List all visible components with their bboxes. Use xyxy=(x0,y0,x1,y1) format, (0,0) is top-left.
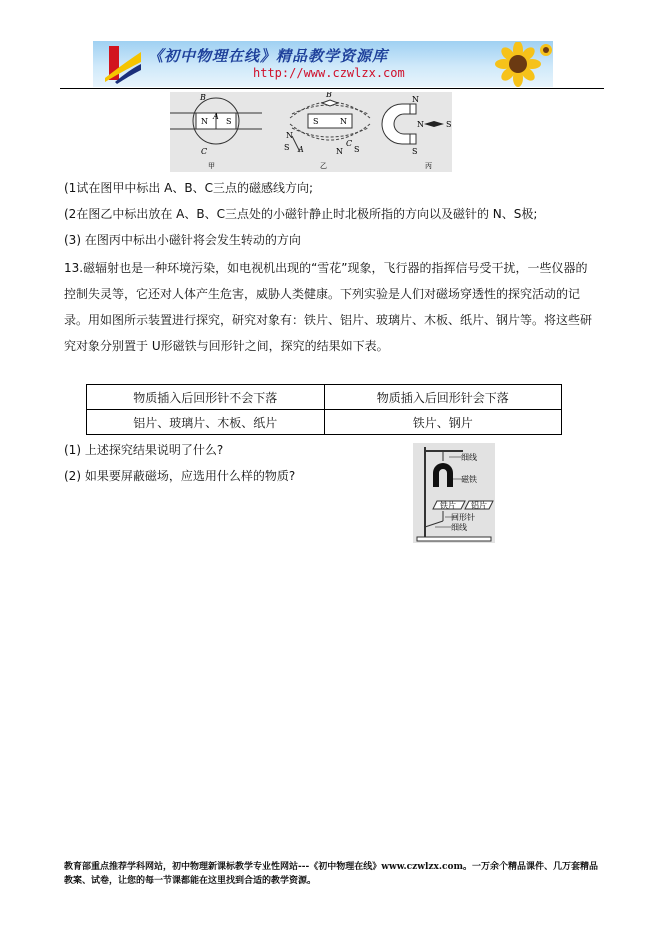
fig1-s-pole: S xyxy=(226,117,232,126)
fig1-needle-s: S xyxy=(284,143,290,152)
question-line: (1试在图甲中标出 A、B、C三点的磁感线方向; xyxy=(64,181,313,195)
fig1-bar-n: N xyxy=(340,117,347,126)
magnet-diagram-figure xyxy=(170,92,452,172)
fig1-point-b: B xyxy=(200,93,206,102)
fig2-thread-top-label: 细线 xyxy=(461,453,477,462)
fig1-needle-s-bing: S xyxy=(446,120,452,129)
table-header-cell: 物质插入后回形针会下落 xyxy=(324,385,562,410)
fig1-bar-s: S xyxy=(313,117,319,126)
subquestion-line: (1) 上述探究结果说明了什么? xyxy=(64,443,224,457)
table-header-cell: 物质插入后回形针不会下落 xyxy=(87,385,325,410)
fig1-yi-needle-n: N xyxy=(336,147,343,156)
fig2-thread-bottom-label: 细线 xyxy=(451,523,467,532)
results-table xyxy=(86,384,562,435)
site-name: 《初中物理在线》精品教学资源库 xyxy=(148,47,389,65)
fig1-yi-point-a: A xyxy=(298,145,304,154)
question-line: (2在图乙中标出放在 A、B、C三点处的小磁针静止时北极所指的方向以及磁针的 N、S极; xyxy=(64,207,538,221)
table-cell: 铁片、钢片 xyxy=(324,410,562,435)
fig1-u-n: N xyxy=(412,95,419,104)
fig1-caption-yi: 乙 xyxy=(320,162,327,170)
fig1-caption-bing: 丙 xyxy=(425,162,432,170)
fig1-caption-jia: 甲 xyxy=(208,162,215,170)
header-banner xyxy=(93,41,553,87)
fig1-yi-point-b: B xyxy=(326,92,332,99)
fig1-point-c: C xyxy=(201,147,208,156)
fig1-point-a: A xyxy=(213,112,219,121)
fig2-clip-label: 回形针 xyxy=(451,513,475,522)
sunflower-icon xyxy=(488,42,552,87)
header-divider xyxy=(60,88,604,89)
site-logo-icon xyxy=(103,44,143,84)
apparatus-figure xyxy=(413,443,495,543)
fig1-n-pole: N xyxy=(201,117,208,126)
page-footer: 教育部重点推荐学科网站，初中物理新课标教学专业性网站---《初中物理在线》www.czwlzx.com。一万余个精品课件、几万套精品教案、试卷，让您的每一节课都能在这里找到合适的教学资源。 xyxy=(64,862,599,886)
table-header-row xyxy=(87,385,562,410)
fig2-aluminum-label: 铝片 xyxy=(471,501,487,510)
fig1-needle-n: N xyxy=(286,131,293,140)
subquestion-line: (2) 如果要屏蔽磁场，应选用什么样的物质? xyxy=(64,469,296,483)
question-line: (3) 在图丙中标出小磁针将会发生转动的方向 xyxy=(64,233,301,247)
table-row xyxy=(87,410,562,435)
question-13-text: 13.磁辐射也是一种环境污染，如电视机出现的“雪花”现象，飞行器的指挥信号受干扰，一些仪器的控制失灵等，它还对人体产生危害，威胁人类健康。下列实验是人们对磁场穿透性的探究活动的记录。用如图所示装置进行探究，研究对象有：铁片、铝片、玻璃片、木板、纸片、钢片等。将这些研究对象分别置于 U形磁铁与回形针之间，探究的结果如下表。 xyxy=(64,261,593,353)
fig1-u-s: S xyxy=(412,147,418,156)
fig1-yi-needle-s: S xyxy=(354,145,360,154)
table-cell: 铝片、玻璃片、木板、纸片 xyxy=(87,410,325,435)
site-url[interactable]: http://www.czwlzx.com xyxy=(253,66,405,80)
fig1-needle-n-bing: N xyxy=(417,120,424,129)
fig2-magnet-label: 磁铁 xyxy=(461,475,477,484)
fig2-iron-label: 铁片 xyxy=(440,501,456,510)
fig1-yi-point-c: C xyxy=(346,139,353,148)
